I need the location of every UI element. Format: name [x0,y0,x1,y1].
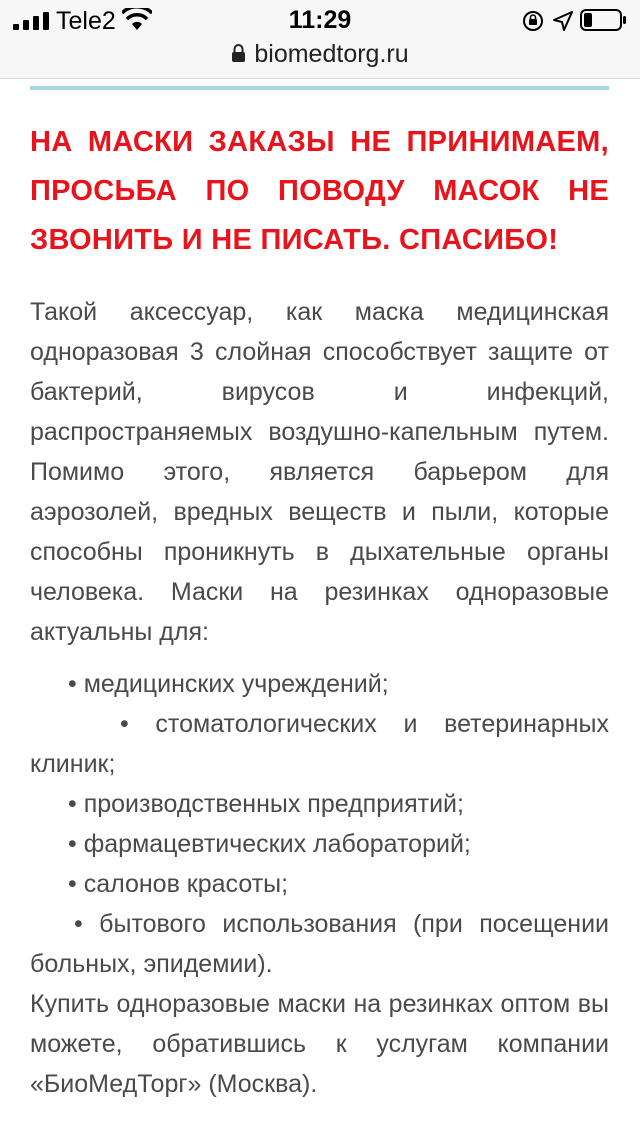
article-content [30,118,609,1104]
notice-heading: НА МАСКИ ЗАКАЗЫ НЕ ПРИНИМАЕМ, ПРОСЬБА ПО ПОВОДУ МАСОК НЕ ЗВОНИТЬ И НЕ ПИСАТЬ. СПАСИБО! [30,126,609,256]
battery-icon [580,9,628,31]
status-time: 11:29 [288,6,352,34]
carrier-name: Tele2 [56,7,116,35]
list-item: • бытового использования (при посещении больных, эпидемии). [30,910,609,978]
rotation-lock-icon [522,10,544,32]
list-item: • салонов красоты; [68,870,289,898]
location-icon [552,10,574,32]
url-text: biomedtorg.ru [254,40,409,68]
outro-paragraph: Купить одноразовые маски на резинках оптом вы можете, обратившись к услугам компании «БиоМедТорг» (Москва). [30,990,609,1098]
status-bar [0,0,640,79]
divider [30,86,609,90]
address-bar[interactable] [0,38,640,70]
list-item: • стоматологических и ветеринарных клиник; [30,710,609,778]
list-item: • медицинских учреждений; [68,670,389,698]
list-item: • фармацевтических лабораторий; [68,830,471,858]
usage-list [30,664,609,984]
lock-icon [231,43,246,63]
list-item: • производственных предприятий; [68,790,464,818]
intro-paragraph: Такой аксессуар, как маска медицинская одноразовая 3 слойная способствует защите от бактерий, вирусов и инфекций, распространяемых воздушно-капельным путем. Помимо этого, является барьером для аэрозолей, вредных веществ и пыли, которые способны проникнуть в дыхательные органы человека. Маски на резинках одноразовые актуальны для: [30,298,609,646]
